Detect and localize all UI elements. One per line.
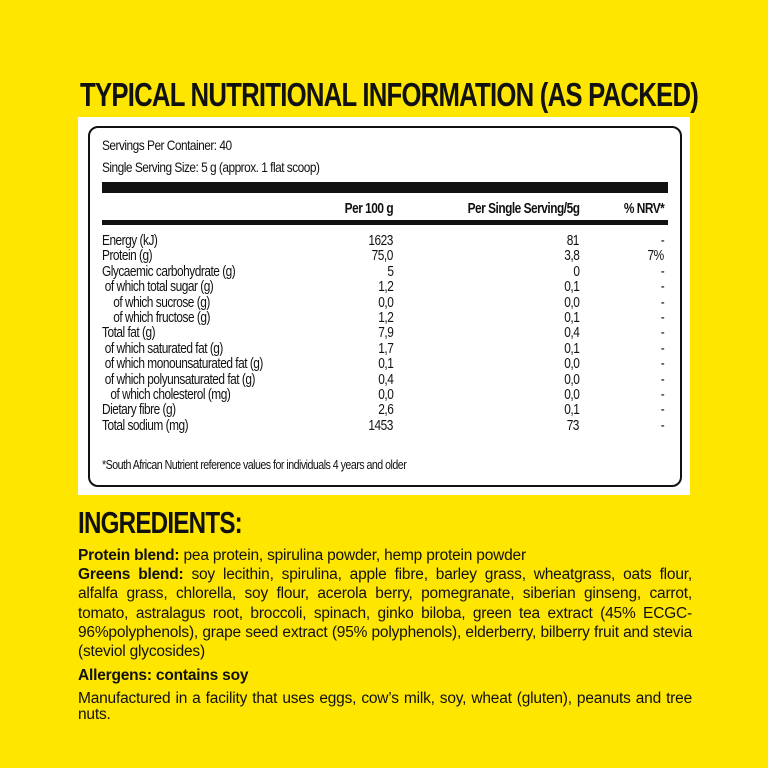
- nutrient-name: Protein (g): [102, 248, 153, 265]
- nutrient-name: Total sodium (mg): [102, 417, 189, 434]
- table-row: [90, 387, 680, 403]
- nrv-value: -: [660, 356, 664, 373]
- per-100g-value: 1,2: [377, 279, 393, 296]
- nrv-value: -: [660, 325, 664, 342]
- nutrient-name: Total fat (g): [102, 325, 156, 342]
- nrv-value: -: [660, 402, 664, 419]
- nutrient-name: Energy (kJ): [102, 233, 158, 249]
- nutrient-name: of which saturated fat (g): [102, 340, 223, 357]
- table-row: [90, 310, 680, 326]
- per-100g-value: 0,1: [377, 356, 393, 373]
- facility-note: Manufactured in a facility that uses eggs, cow’s milk, soy, wheat (gluten), peanuts and tree nuts.: [78, 690, 692, 723]
- per-100g-value: 5: [386, 263, 393, 280]
- table-row: [90, 356, 680, 372]
- per-serving-value: 81: [566, 233, 579, 249]
- table-row: [90, 418, 680, 434]
- nrv-value: -: [660, 417, 664, 434]
- per-serving-value: 0,0: [563, 356, 579, 373]
- per-100g-value: 0,4: [377, 371, 393, 388]
- per-serving-value: 3,8: [563, 248, 579, 265]
- per-100g-value: 7,9: [377, 325, 393, 342]
- protein-blend-text: pea protein, spirulina powder, hemp protein powder: [179, 547, 526, 564]
- nrv-value: -: [660, 279, 664, 296]
- table-header: [90, 201, 680, 217]
- per-serving-value: 0,1: [563, 279, 579, 296]
- header-per-100g: Per 100 g: [344, 201, 393, 217]
- per-100g-value: 1,2: [377, 310, 393, 326]
- divider: [102, 220, 668, 225]
- table-row: [90, 402, 680, 418]
- per-100g-value: 0,0: [377, 294, 393, 311]
- nutrient-name: Glycaemic carbohydrate (g): [102, 263, 236, 280]
- per-serving-value: 0,1: [563, 310, 579, 326]
- per-100g-value: 1,7: [377, 340, 393, 357]
- per-serving-value: 0,0: [563, 371, 579, 388]
- nutrition-table: [88, 126, 682, 487]
- footnote: *South African Nutrient reference values for individuals 4 years and older: [102, 458, 407, 472]
- nutrition-panel: [78, 117, 690, 495]
- per-100g-value: 1453: [368, 417, 393, 434]
- per-serving-value: 0,0: [563, 387, 579, 403]
- table-row: [90, 248, 680, 264]
- protein-blend-label: Protein blend:: [78, 547, 180, 564]
- divider: [102, 182, 668, 193]
- per-serving-value: 0,0: [563, 294, 579, 311]
- per-serving-value: 0,1: [563, 340, 579, 357]
- per-serving-value: 73: [566, 417, 579, 434]
- per-serving-value: 0: [572, 263, 579, 280]
- nutrient-name: of which cholesterol (mg): [102, 387, 231, 403]
- nrv-value: -: [660, 371, 664, 388]
- nutrient-name: of which fructose (g): [102, 310, 210, 326]
- nrv-value: -: [660, 263, 664, 280]
- table-row: [90, 233, 680, 249]
- nrv-value: -: [660, 387, 664, 403]
- greens-blend-text: soy lecithin, spirulina, apple fibre, barley grass, wheatgrass, oats flour, alfalfa grass, chlorella, soy flour, acerola berry, pomegranate, siberian ginseng, carrot, tomato, astralagus root, broccoli, spinach, ginko biloba, green tea extract (45% ECGC- 96%polyphenols), grape seed extract (95% polyphenols), elderberry, bilberry fruit and stevia (steviol glycosides): [78, 566, 692, 661]
- ingredients-text: [78, 546, 692, 661]
- nutrient-name: of which sucrose (g): [102, 294, 210, 311]
- per-serving-value: 0,1: [563, 402, 579, 419]
- per-serving-value: 0,4: [563, 325, 579, 342]
- nrv-value: 7%: [647, 248, 664, 265]
- page-title: TYPICAL NUTRITIONAL INFORMATION (AS PACKED): [80, 76, 699, 113]
- nutrient-name: of which total sugar (g): [102, 279, 214, 296]
- ingredients-title: INGREDIENTS:: [78, 505, 242, 540]
- table-row: [90, 325, 680, 341]
- nrv-value: -: [660, 310, 664, 326]
- header-per-serving: Per Single Serving/5g: [467, 201, 579, 217]
- table-row: [90, 341, 680, 357]
- per-100g-value: 0,0: [377, 387, 393, 403]
- per-100g-value: 2,6: [377, 402, 393, 419]
- greens-blend-label: Greens blend:: [78, 566, 184, 584]
- nutrient-name: Dietary fibre (g): [102, 402, 176, 419]
- per-100g-value: 75,0: [371, 248, 393, 265]
- table-row: [90, 372, 680, 388]
- table-row: [90, 264, 680, 280]
- nrv-value: -: [660, 294, 664, 311]
- allergens: Allergens: contains soy: [78, 667, 249, 684]
- nutrient-name: of which monounsaturated fat (g): [102, 356, 263, 373]
- nrv-value: -: [660, 233, 664, 249]
- nutrient-name: of which polyunsaturated fat (g): [102, 371, 255, 388]
- serving-size: Single Serving Size: 5 g (approx. 1 flat scoop): [102, 159, 320, 175]
- table-row: [90, 279, 680, 295]
- per-100g-value: 1623: [368, 233, 393, 249]
- header-nrv: % NRV*: [623, 201, 664, 217]
- nrv-value: -: [660, 340, 664, 357]
- table-row: [90, 295, 680, 311]
- servings-per-container: Servings Per Container: 40: [102, 137, 232, 153]
